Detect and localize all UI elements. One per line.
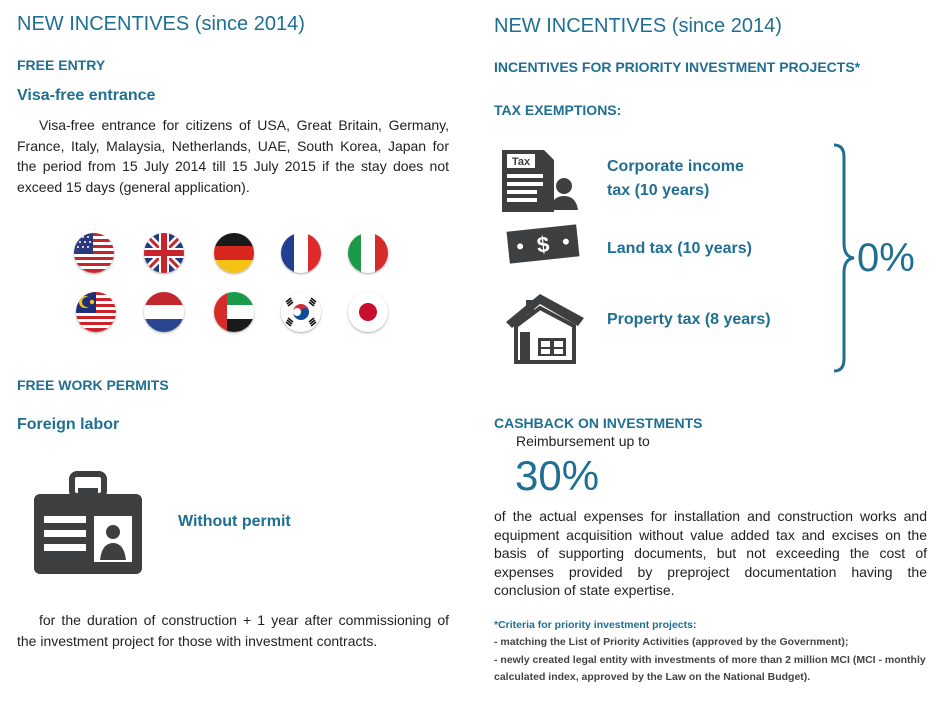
tax-rate-value: 0%	[857, 236, 915, 280]
italy-flag-icon	[348, 233, 388, 273]
netherlands-flag-icon	[144, 292, 184, 332]
tax-exemptions-title: TAX EXEMPTIONS:	[494, 102, 622, 118]
id-badge-icon	[32, 470, 144, 581]
malaysia-flag-icon	[76, 292, 116, 332]
tax-document-icon	[498, 148, 580, 219]
cashback-percent: 30%	[515, 452, 600, 499]
free-entry-title: FREE ENTRY	[17, 57, 106, 73]
right-heading: NEW INCENTIVES (since 2014)	[494, 15, 782, 37]
foreign-labor-subtitle: Foreign labor	[17, 416, 120, 433]
germany-flag-icon	[214, 233, 254, 273]
cash-icon	[504, 220, 582, 273]
corporate-income-line2: tax (10 years)	[607, 182, 710, 199]
uk-flag-icon	[144, 233, 184, 273]
svg-text:$: $	[535, 231, 551, 258]
visa-free-subtitle: Visa-free entrance	[17, 87, 156, 104]
cashback-title: CASHBACK ON INVESTMENTS	[494, 415, 703, 431]
house-icon	[500, 288, 588, 373]
left-heading: NEW INCENTIVES (since 2014)	[17, 13, 305, 35]
without-permit-label: Without permit	[178, 513, 291, 530]
work-permit-text: for the duration of construction + 1 year after commissioning of the investment project for those with investment contracts.	[17, 612, 449, 649]
criteria-item-1: - matching the List of Priority Activities (approved by the Government);	[494, 636, 849, 648]
criteria-title: *Criteria for priority investment projects:	[494, 619, 697, 631]
svg-text:Tax: Tax	[511, 156, 531, 168]
free-work-permits-title: FREE WORK PERMITS	[17, 377, 169, 393]
corporate-income-line1: Corporate income	[607, 158, 744, 175]
usa-flag-icon	[74, 233, 114, 273]
land-tax-label: Land tax (10 years)	[607, 240, 752, 257]
criteria-item-2b: calculated index, approved by the Law on the National Budget).	[494, 671, 811, 683]
japan-flag-icon	[348, 292, 388, 332]
uae-flag-icon	[214, 292, 254, 332]
reimbursement-intro: Reimbursement up to	[516, 433, 650, 449]
property-tax-label: Property tax (8 years)	[607, 311, 771, 328]
brace-divider	[830, 143, 858, 378]
visa-free-text: Visa-free entrance for citizens of USA, Great Britain, Germany, France, Italy, Malaysia, Netherlands, UAE, South Korea, Japan for the period from 15 July 2014 till 15 July 2015 if the stay does not exceed 15 days (general application).	[17, 117, 449, 195]
france-flag-icon	[281, 233, 321, 273]
priority-projects-title: INCENTIVES FOR PRIORITY INVESTMENT PROJECTS*	[494, 59, 861, 75]
cashback-text: of the actual expenses for installation and construction works and equipment acquisition without value added tax and excises on the basis of supporting documents, but not exceeding the cost of expenses provided by preproject documentation having the conclusion of state expertise.	[494, 508, 927, 598]
south-korea-flag-icon	[281, 292, 321, 332]
criteria-item-2a: - newly created legal entity with investments of more than 2 million MCI (MCI - monthly	[494, 654, 926, 666]
corporate-income-tax-label	[607, 155, 744, 203]
